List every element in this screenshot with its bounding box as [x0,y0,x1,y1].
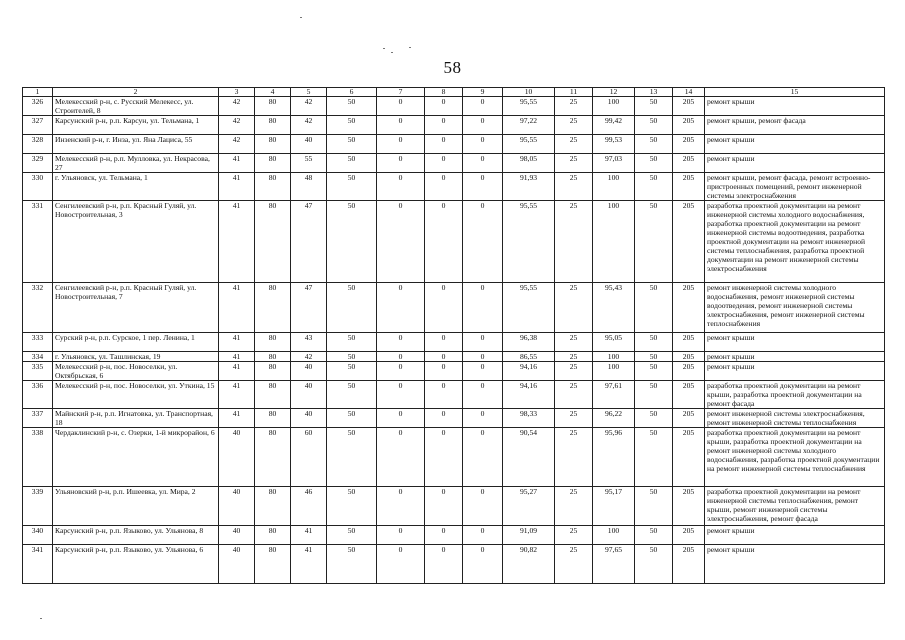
cell-col-9: 0 [463,428,503,487]
cell-col-10: 91,93 [503,173,555,201]
cell-col-3: 40 [219,545,255,584]
cell-col-11: 25 [555,116,593,135]
cell-row-number: 339 [23,487,53,526]
cell-col-14: 205 [673,97,705,116]
cell-col-11: 25 [555,333,593,352]
cell-col-13: 50 [635,526,673,545]
cell-address: г. Ульяновск, ул. Ташлинская, 19 [53,352,219,362]
cell-col-3: 41 [219,333,255,352]
cell-col-10: 90,82 [503,545,555,584]
column-header: 9 [463,88,503,97]
cell-works: ремонт крыши [705,352,885,362]
cell-row-number: 335 [23,362,53,381]
cell-col-13: 50 [635,352,673,362]
cell-col-5: 55 [291,154,327,173]
cell-col-11: 25 [555,352,593,362]
cell-col-7: 0 [377,487,425,526]
cell-col-14: 205 [673,381,705,409]
cell-col-6: 50 [327,428,377,487]
cell-col-6: 50 [327,381,377,409]
table-body [23,97,885,584]
cell-col-5: 42 [291,97,327,116]
cell-col-5: 41 [291,545,327,584]
cell-address: Мелекесский р-н, с. Русский Мелекесс, ул. Строителей, 8 [53,97,219,116]
cell-col-13: 50 [635,154,673,173]
cell-col-9: 0 [463,201,503,283]
table-row [23,97,885,116]
table-row [23,409,885,428]
cell-col-8: 0 [425,201,463,283]
cell-works: разработка проектной документации на ремонт инженерной системы теплоснабжения, ремонт крыши, ремонт инженерной системы электроснабжения, ремонт фасада [705,487,885,526]
cell-col-6: 50 [327,116,377,135]
cell-col-10: 95,55 [503,283,555,333]
table-row [23,333,885,352]
cell-works: ремонт крыши [705,545,885,584]
cell-col-12: 97,03 [593,154,635,173]
cell-col-8: 0 [425,352,463,362]
cell-col-14: 205 [673,352,705,362]
cell-col-9: 0 [463,116,503,135]
cell-row-number: 338 [23,428,53,487]
cell-col-7: 0 [377,116,425,135]
cell-address: Карсунский р-н, р.п. Языково, ул. Ульянова, 8 [53,526,219,545]
cell-row-number: 330 [23,173,53,201]
cell-col-4: 80 [255,362,291,381]
table-row [23,135,885,154]
cell-col-8: 0 [425,173,463,201]
cell-col-11: 25 [555,154,593,173]
cell-row-number: 340 [23,526,53,545]
cell-col-9: 0 [463,362,503,381]
cell-col-5: 48 [291,173,327,201]
table-row [23,545,885,584]
cell-col-14: 205 [673,526,705,545]
cell-col-12: 97,65 [593,545,635,584]
cell-col-6: 50 [327,135,377,154]
cell-col-14: 205 [673,135,705,154]
cell-col-10: 95,27 [503,487,555,526]
cell-col-7: 0 [377,352,425,362]
cell-col-8: 0 [425,154,463,173]
cell-col-8: 0 [425,362,463,381]
cell-col-3: 42 [219,97,255,116]
cell-works: разработка проектной документации на ремонт инженерной системы холодного водоснабжения, разработка проектной документации на ремонт инженерной системы водоотведения, разработка проектной документации на ремонт инженерной системы теплоснабжения, разработка проектной документации на ремонт инженерной системы электроснабжения [705,201,885,283]
column-header: 8 [425,88,463,97]
table-row [23,154,885,173]
register-table [22,87,885,584]
cell-col-3: 42 [219,135,255,154]
cell-col-8: 0 [425,283,463,333]
cell-works: ремонт крыши [705,362,885,381]
cell-col-11: 25 [555,97,593,116]
cell-col-4: 80 [255,154,291,173]
cell-col-5: 60 [291,428,327,487]
cell-col-5: 40 [291,362,327,381]
cell-works: ремонт крыши [705,526,885,545]
cell-col-6: 50 [327,545,377,584]
column-header: 4 [255,88,291,97]
cell-col-4: 80 [255,487,291,526]
cell-col-5: 40 [291,381,327,409]
cell-col-11: 25 [555,381,593,409]
cell-col-3: 41 [219,154,255,173]
cell-col-9: 0 [463,333,503,352]
cell-col-6: 50 [327,154,377,173]
cell-col-3: 41 [219,362,255,381]
cell-col-13: 50 [635,201,673,283]
cell-col-12: 100 [593,173,635,201]
cell-col-3: 40 [219,487,255,526]
cell-col-5: 40 [291,409,327,428]
column-header: 13 [635,88,673,97]
cell-col-13: 50 [635,97,673,116]
cell-col-4: 80 [255,201,291,283]
scan-speck [383,48,385,49]
column-header: 1 [23,88,53,97]
cell-col-14: 205 [673,428,705,487]
cell-col-3: 40 [219,428,255,487]
cell-col-12: 96,22 [593,409,635,428]
cell-col-8: 0 [425,487,463,526]
cell-col-4: 80 [255,116,291,135]
cell-col-9: 0 [463,381,503,409]
cell-col-5: 46 [291,487,327,526]
cell-works: разработка проектной документации на ремонт крыши, разработка проектной документации на ремонт фасада [705,381,885,409]
cell-col-9: 0 [463,283,503,333]
cell-col-13: 50 [635,116,673,135]
cell-col-10: 98,33 [503,409,555,428]
column-header: 14 [673,88,705,97]
cell-col-3: 41 [219,381,255,409]
cell-col-4: 80 [255,173,291,201]
cell-col-5: 43 [291,333,327,352]
cell-col-10: 94,16 [503,362,555,381]
cell-col-9: 0 [463,135,503,154]
cell-col-3: 41 [219,352,255,362]
scan-speck [300,17,302,18]
cell-col-4: 80 [255,97,291,116]
cell-address: Ульяновский р-н, р.п. Ишеевка, ул. Мира, 2 [53,487,219,526]
table-row [23,526,885,545]
cell-address: Сенгилеевский р-н, р.п. Красный Гуляй, ул. Новостроительная, 3 [53,201,219,283]
cell-col-8: 0 [425,526,463,545]
cell-col-7: 0 [377,135,425,154]
cell-col-10: 95,55 [503,201,555,283]
cell-col-6: 50 [327,362,377,381]
scan-speck [40,618,42,619]
cell-col-4: 80 [255,428,291,487]
cell-col-12: 95,96 [593,428,635,487]
cell-address: Мелекесский р-н, пос. Новоселки, ул. Уткина, 15 [53,381,219,409]
cell-works: ремонт крыши, ремонт фасада, ремонт встроенно-пристроенных помещений, ремонт инженерной системы электроснабжения [705,173,885,201]
cell-col-13: 50 [635,545,673,584]
cell-address: Мелекесский р-н, р.п. Мулловка, ул. Некрасова, 27 [53,154,219,173]
cell-col-10: 95,55 [503,135,555,154]
cell-col-10: 86,55 [503,352,555,362]
cell-col-8: 0 [425,428,463,487]
cell-col-8: 0 [425,116,463,135]
table-header [23,88,885,97]
cell-col-14: 205 [673,173,705,201]
cell-address: Карсунский р-н, р.п. Языково, ул. Ульянова, 6 [53,545,219,584]
cell-works: ремонт инженерной системы холодного водоснабжения, ремонт инженерной системы водоотведения, ремонт инженерной системы электроснабжения, ремонт инженерной системы теплоснабжения [705,283,885,333]
cell-col-9: 0 [463,487,503,526]
cell-col-14: 205 [673,283,705,333]
cell-col-9: 0 [463,352,503,362]
scan-speck [409,47,411,48]
column-header: 11 [555,88,593,97]
cell-col-13: 50 [635,381,673,409]
cell-col-3: 41 [219,409,255,428]
column-header: 15 [705,88,885,97]
cell-col-7: 0 [377,173,425,201]
table-row [23,428,885,487]
cell-col-13: 50 [635,487,673,526]
cell-col-4: 80 [255,283,291,333]
cell-col-8: 0 [425,97,463,116]
cell-col-14: 205 [673,409,705,428]
cell-col-13: 50 [635,428,673,487]
cell-col-6: 50 [327,283,377,333]
cell-col-14: 205 [673,116,705,135]
cell-col-3: 41 [219,173,255,201]
cell-col-10: 97,22 [503,116,555,135]
cell-col-11: 25 [555,201,593,283]
cell-col-11: 25 [555,362,593,381]
cell-col-11: 25 [555,545,593,584]
cell-col-9: 0 [463,154,503,173]
cell-col-6: 50 [327,352,377,362]
cell-row-number: 332 [23,283,53,333]
cell-col-8: 0 [425,409,463,428]
cell-row-number: 331 [23,201,53,283]
cell-col-11: 25 [555,135,593,154]
cell-col-10: 96,38 [503,333,555,352]
cell-col-7: 0 [377,154,425,173]
column-header: 7 [377,88,425,97]
cell-row-number: 333 [23,333,53,352]
cell-col-10: 91,09 [503,526,555,545]
cell-col-5: 42 [291,116,327,135]
cell-col-6: 50 [327,201,377,283]
cell-col-12: 95,43 [593,283,635,333]
cell-col-12: 100 [593,352,635,362]
cell-col-6: 50 [327,333,377,352]
cell-col-5: 42 [291,352,327,362]
table-row [23,201,885,283]
cell-col-7: 0 [377,545,425,584]
cell-col-8: 0 [425,135,463,154]
cell-col-12: 100 [593,362,635,381]
column-header: 5 [291,88,327,97]
cell-col-12: 100 [593,97,635,116]
header-row [23,88,885,97]
cell-col-4: 80 [255,135,291,154]
cell-col-12: 95,05 [593,333,635,352]
cell-row-number: 336 [23,381,53,409]
column-header: 2 [53,88,219,97]
cell-col-7: 0 [377,283,425,333]
cell-col-10: 94,16 [503,381,555,409]
table-row [23,381,885,409]
cell-col-14: 205 [673,154,705,173]
cell-col-7: 0 [377,97,425,116]
cell-col-9: 0 [463,526,503,545]
cell-col-8: 0 [425,333,463,352]
column-header: 12 [593,88,635,97]
cell-col-7: 0 [377,333,425,352]
cell-col-10: 98,05 [503,154,555,173]
cell-col-5: 40 [291,135,327,154]
cell-col-8: 0 [425,381,463,409]
cell-works: ремонт крыши, ремонт фасада [705,116,885,135]
cell-col-5: 47 [291,283,327,333]
cell-address: Сурский р-н, р.п. Сурское, 1 пер. Ленина, 1 [53,333,219,352]
cell-col-14: 205 [673,487,705,526]
cell-address: Чердаклинский р-н, с. Озерки, 1-й микрорайон, 6 [53,428,219,487]
cell-col-7: 0 [377,526,425,545]
cell-address: Сенгилеевский р-н, р.п. Красный Гуляй, ул. Новостроительная, 7 [53,283,219,333]
cell-address: Инзенский р-н, г. Инза, ул. Яна Лациса, 55 [53,135,219,154]
cell-address: Карсунский р-н, р.п. Карсун, ул. Тельмана, 1 [53,116,219,135]
cell-row-number: 337 [23,409,53,428]
cell-col-14: 205 [673,545,705,584]
cell-col-9: 0 [463,173,503,201]
cell-col-3: 41 [219,283,255,333]
cell-col-12: 100 [593,201,635,283]
cell-col-9: 0 [463,545,503,584]
cell-col-9: 0 [463,409,503,428]
cell-col-7: 0 [377,201,425,283]
page-number: 58 [443,58,462,77]
table-row [23,352,885,362]
cell-col-11: 25 [555,428,593,487]
cell-col-12: 95,17 [593,487,635,526]
cell-col-7: 0 [377,362,425,381]
cell-col-4: 80 [255,545,291,584]
cell-col-6: 50 [327,173,377,201]
cell-works: разработка проектной документации на ремонт крыши, разработка проектной документации на ремонт инженерной системы холодного водоснабжения, разработка проектной документации на ремонт инженерной системы теплоснабжения [705,428,885,487]
cell-address: г. Ульяновск, ул. Тельмана, 1 [53,173,219,201]
cell-col-12: 97,61 [593,381,635,409]
cell-col-3: 42 [219,116,255,135]
cell-col-4: 80 [255,526,291,545]
cell-works: ремонт крыши [705,154,885,173]
cell-row-number: 329 [23,154,53,173]
cell-col-13: 50 [635,135,673,154]
cell-col-12: 100 [593,526,635,545]
cell-col-12: 99,53 [593,135,635,154]
cell-row-number: 328 [23,135,53,154]
cell-col-6: 50 [327,487,377,526]
cell-col-7: 0 [377,381,425,409]
cell-col-5: 41 [291,526,327,545]
cell-col-6: 50 [327,526,377,545]
scan-speck [391,52,393,53]
cell-address: Мелекесский р-н, пос. Новоселки, ул. Октябрьская, 6 [53,362,219,381]
cell-col-11: 25 [555,487,593,526]
cell-col-14: 205 [673,201,705,283]
column-header: 6 [327,88,377,97]
cell-col-11: 25 [555,409,593,428]
table-row [23,116,885,135]
cell-works: ремонт инженерной системы электроснабжения, ремонт инженерной системы теплоснабжения [705,409,885,428]
cell-col-8: 0 [425,545,463,584]
cell-col-7: 0 [377,409,425,428]
cell-col-3: 40 [219,526,255,545]
cell-col-6: 50 [327,97,377,116]
cell-col-10: 95,55 [503,97,555,116]
cell-col-4: 80 [255,381,291,409]
cell-col-4: 80 [255,333,291,352]
column-header: 10 [503,88,555,97]
column-header: 3 [219,88,255,97]
cell-col-13: 50 [635,362,673,381]
cell-col-11: 25 [555,526,593,545]
cell-col-10: 90,54 [503,428,555,487]
cell-row-number: 327 [23,116,53,135]
cell-row-number: 326 [23,97,53,116]
table-row [23,362,885,381]
cell-col-3: 41 [219,201,255,283]
cell-works: ремонт крыши [705,97,885,116]
table-row [23,173,885,201]
cell-col-11: 25 [555,283,593,333]
cell-col-14: 205 [673,362,705,381]
cell-address: Майнский р-н, р.п. Игнатовка, ул. Транспортная, 18 [53,409,219,428]
cell-row-number: 334 [23,352,53,362]
cell-col-9: 0 [463,97,503,116]
cell-works: ремонт крыши [705,333,885,352]
cell-col-7: 0 [377,428,425,487]
table-row [23,487,885,526]
cell-col-12: 99,42 [593,116,635,135]
cell-col-14: 205 [673,333,705,352]
cell-row-number: 341 [23,545,53,584]
cell-col-13: 50 [635,409,673,428]
cell-col-13: 50 [635,173,673,201]
cell-col-5: 47 [291,201,327,283]
cell-col-13: 50 [635,333,673,352]
cell-col-11: 25 [555,173,593,201]
cell-col-4: 80 [255,352,291,362]
cell-works: ремонт крыши [705,135,885,154]
cell-col-6: 50 [327,409,377,428]
cell-col-4: 80 [255,409,291,428]
cell-col-13: 50 [635,283,673,333]
table-row [23,283,885,333]
